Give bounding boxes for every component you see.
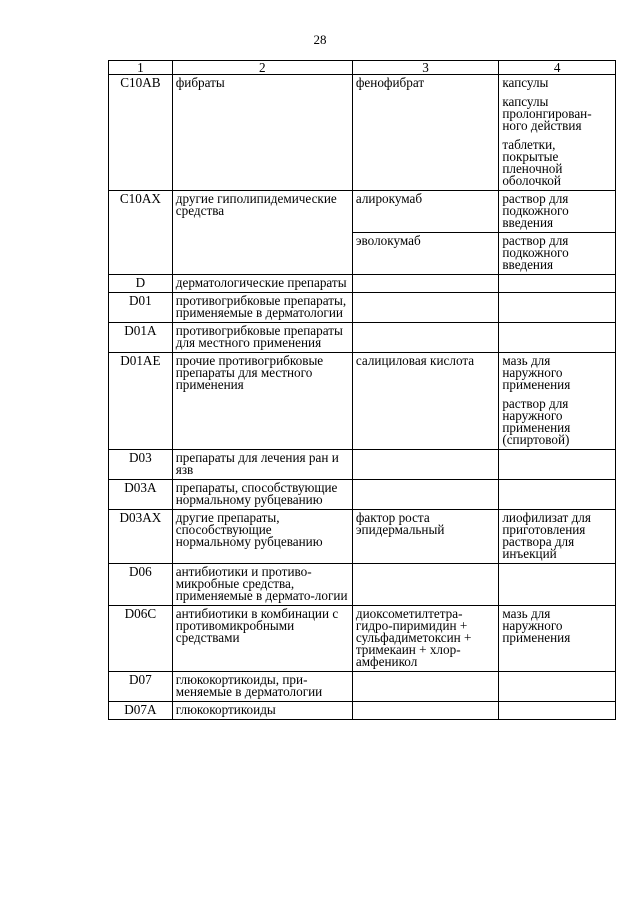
header-cell-3: 3 — [352, 61, 498, 75]
drug-name-cell — [352, 450, 498, 480]
dosage-form: таблетки, покрытые пленочной оболочкой — [502, 137, 563, 188]
table-row — [109, 191, 616, 233]
page-number: 28 — [313, 32, 327, 47]
drug-name-cell: фенофибрат — [352, 75, 498, 191]
atc-code-cell: D03A — [109, 480, 173, 510]
drug-name-cell — [352, 275, 498, 293]
dosage-form-cell — [499, 672, 616, 702]
atc-code-cell: D01 — [109, 293, 173, 323]
atc-code-cell: D01A — [109, 323, 173, 353]
atc-code-cell: C10AX — [109, 191, 173, 275]
atc-code-cell: D06 — [109, 564, 173, 606]
table-row — [109, 606, 616, 672]
group-name-cell: другие гиполипидемические средства — [172, 191, 352, 275]
atc-code-cell: D01AE — [109, 353, 173, 450]
drug-name-cell: салициловая кислота — [352, 353, 498, 450]
table-row — [109, 75, 616, 191]
dosage-form: лиофилизат для приготовления раствора для инъекций — [502, 510, 591, 561]
dosage-form-cell — [499, 75, 616, 191]
table-row — [109, 293, 616, 323]
group-name-cell: антибиотики в комбинации с противомикробными средствами — [172, 606, 352, 672]
group-name-cell: противогрибковые препараты для местного применения — [172, 323, 352, 353]
group-name-cell: другие препараты, способствующие нормальному рубцеванию — [172, 510, 352, 564]
atc-code-cell: D03AX — [109, 510, 173, 564]
group-name-cell: глюкокортикоиды, при-меняемые в дерматологии — [172, 672, 352, 702]
table-row — [109, 510, 616, 564]
group-name-cell: дерматологические препараты — [172, 275, 352, 293]
dosage-form-cell — [499, 450, 616, 480]
drug-name-cell: диоксометилтетра-гидро-пиримидин + сульфадиметоксин + тримекаин + хлор-амфеникол — [352, 606, 498, 672]
table-row — [109, 450, 616, 480]
drug-name-cell — [352, 672, 498, 702]
drug-name-cell — [352, 480, 498, 510]
dosage-form: мазь для наружного применения — [502, 606, 571, 645]
dosage-form: мазь для наружного применения — [502, 353, 571, 392]
dosage-form-cell — [499, 293, 616, 323]
group-name-cell: фибраты — [172, 75, 352, 191]
atc-code-cell: D — [109, 275, 173, 293]
dosage-form: капсулы пролонгирован-ного действия — [502, 94, 592, 133]
table-row — [109, 672, 616, 702]
table-row — [109, 275, 616, 293]
drug-name-cell: эволокумаб — [352, 233, 498, 275]
header-cell-1: 1 — [109, 61, 173, 75]
atc-code-cell: D06C — [109, 606, 173, 672]
drug-name-cell — [352, 564, 498, 606]
dosage-form-cell — [499, 564, 616, 606]
group-name-cell: прочие противогрибковые препараты для местного применения — [172, 353, 352, 450]
group-name-cell: препараты, способствующие нормальному рубцеванию — [172, 480, 352, 510]
dosage-form-cell — [499, 323, 616, 353]
header-cell-4: 4 — [499, 61, 616, 75]
dosage-form-cell — [499, 353, 616, 450]
medication-table — [108, 60, 616, 720]
dosage-form-cell — [499, 233, 616, 275]
dosage-form-cell — [499, 275, 616, 293]
atc-code-cell: D07 — [109, 672, 173, 702]
dosage-form: раствор для наружного применения (спиртовой) — [502, 396, 571, 447]
atc-code-cell: C10AB — [109, 75, 173, 191]
dosage-form: капсулы — [502, 75, 549, 90]
group-name-cell: препараты для лечения ран и язв — [172, 450, 352, 480]
drug-name-cell — [352, 293, 498, 323]
dosage-form-cell — [499, 510, 616, 564]
drug-name-cell — [352, 702, 498, 720]
dosage-form-cell — [499, 191, 616, 233]
dosage-form-cell — [499, 702, 616, 720]
table-row — [109, 323, 616, 353]
dosage-form-cell — [499, 480, 616, 510]
drug-name-cell: фактор роста эпидермальный — [352, 510, 498, 564]
atc-code-cell: D03 — [109, 450, 173, 480]
group-name-cell: глюкокортикоиды — [172, 702, 352, 720]
table-row — [109, 480, 616, 510]
drug-name-cell — [352, 323, 498, 353]
header-cell-2: 2 — [172, 61, 352, 75]
group-name-cell: антибиотики и противо-микробные средства, применяемые в дермато-логии — [172, 564, 352, 606]
table-row — [109, 702, 616, 720]
drug-name-cell: алирокумаб — [352, 191, 498, 233]
table-row — [109, 564, 616, 606]
dosage-form: раствор для подкожного введения — [502, 191, 569, 230]
dosage-form-cell — [499, 606, 616, 672]
table-body — [109, 61, 616, 720]
atc-code-cell: D07A — [109, 702, 173, 720]
header-row — [109, 61, 616, 75]
table-row — [109, 353, 616, 450]
group-name-cell: противогрибковые препараты, применяемые в дерматологии — [172, 293, 352, 323]
dosage-form: раствор для подкожного введения — [502, 233, 569, 272]
